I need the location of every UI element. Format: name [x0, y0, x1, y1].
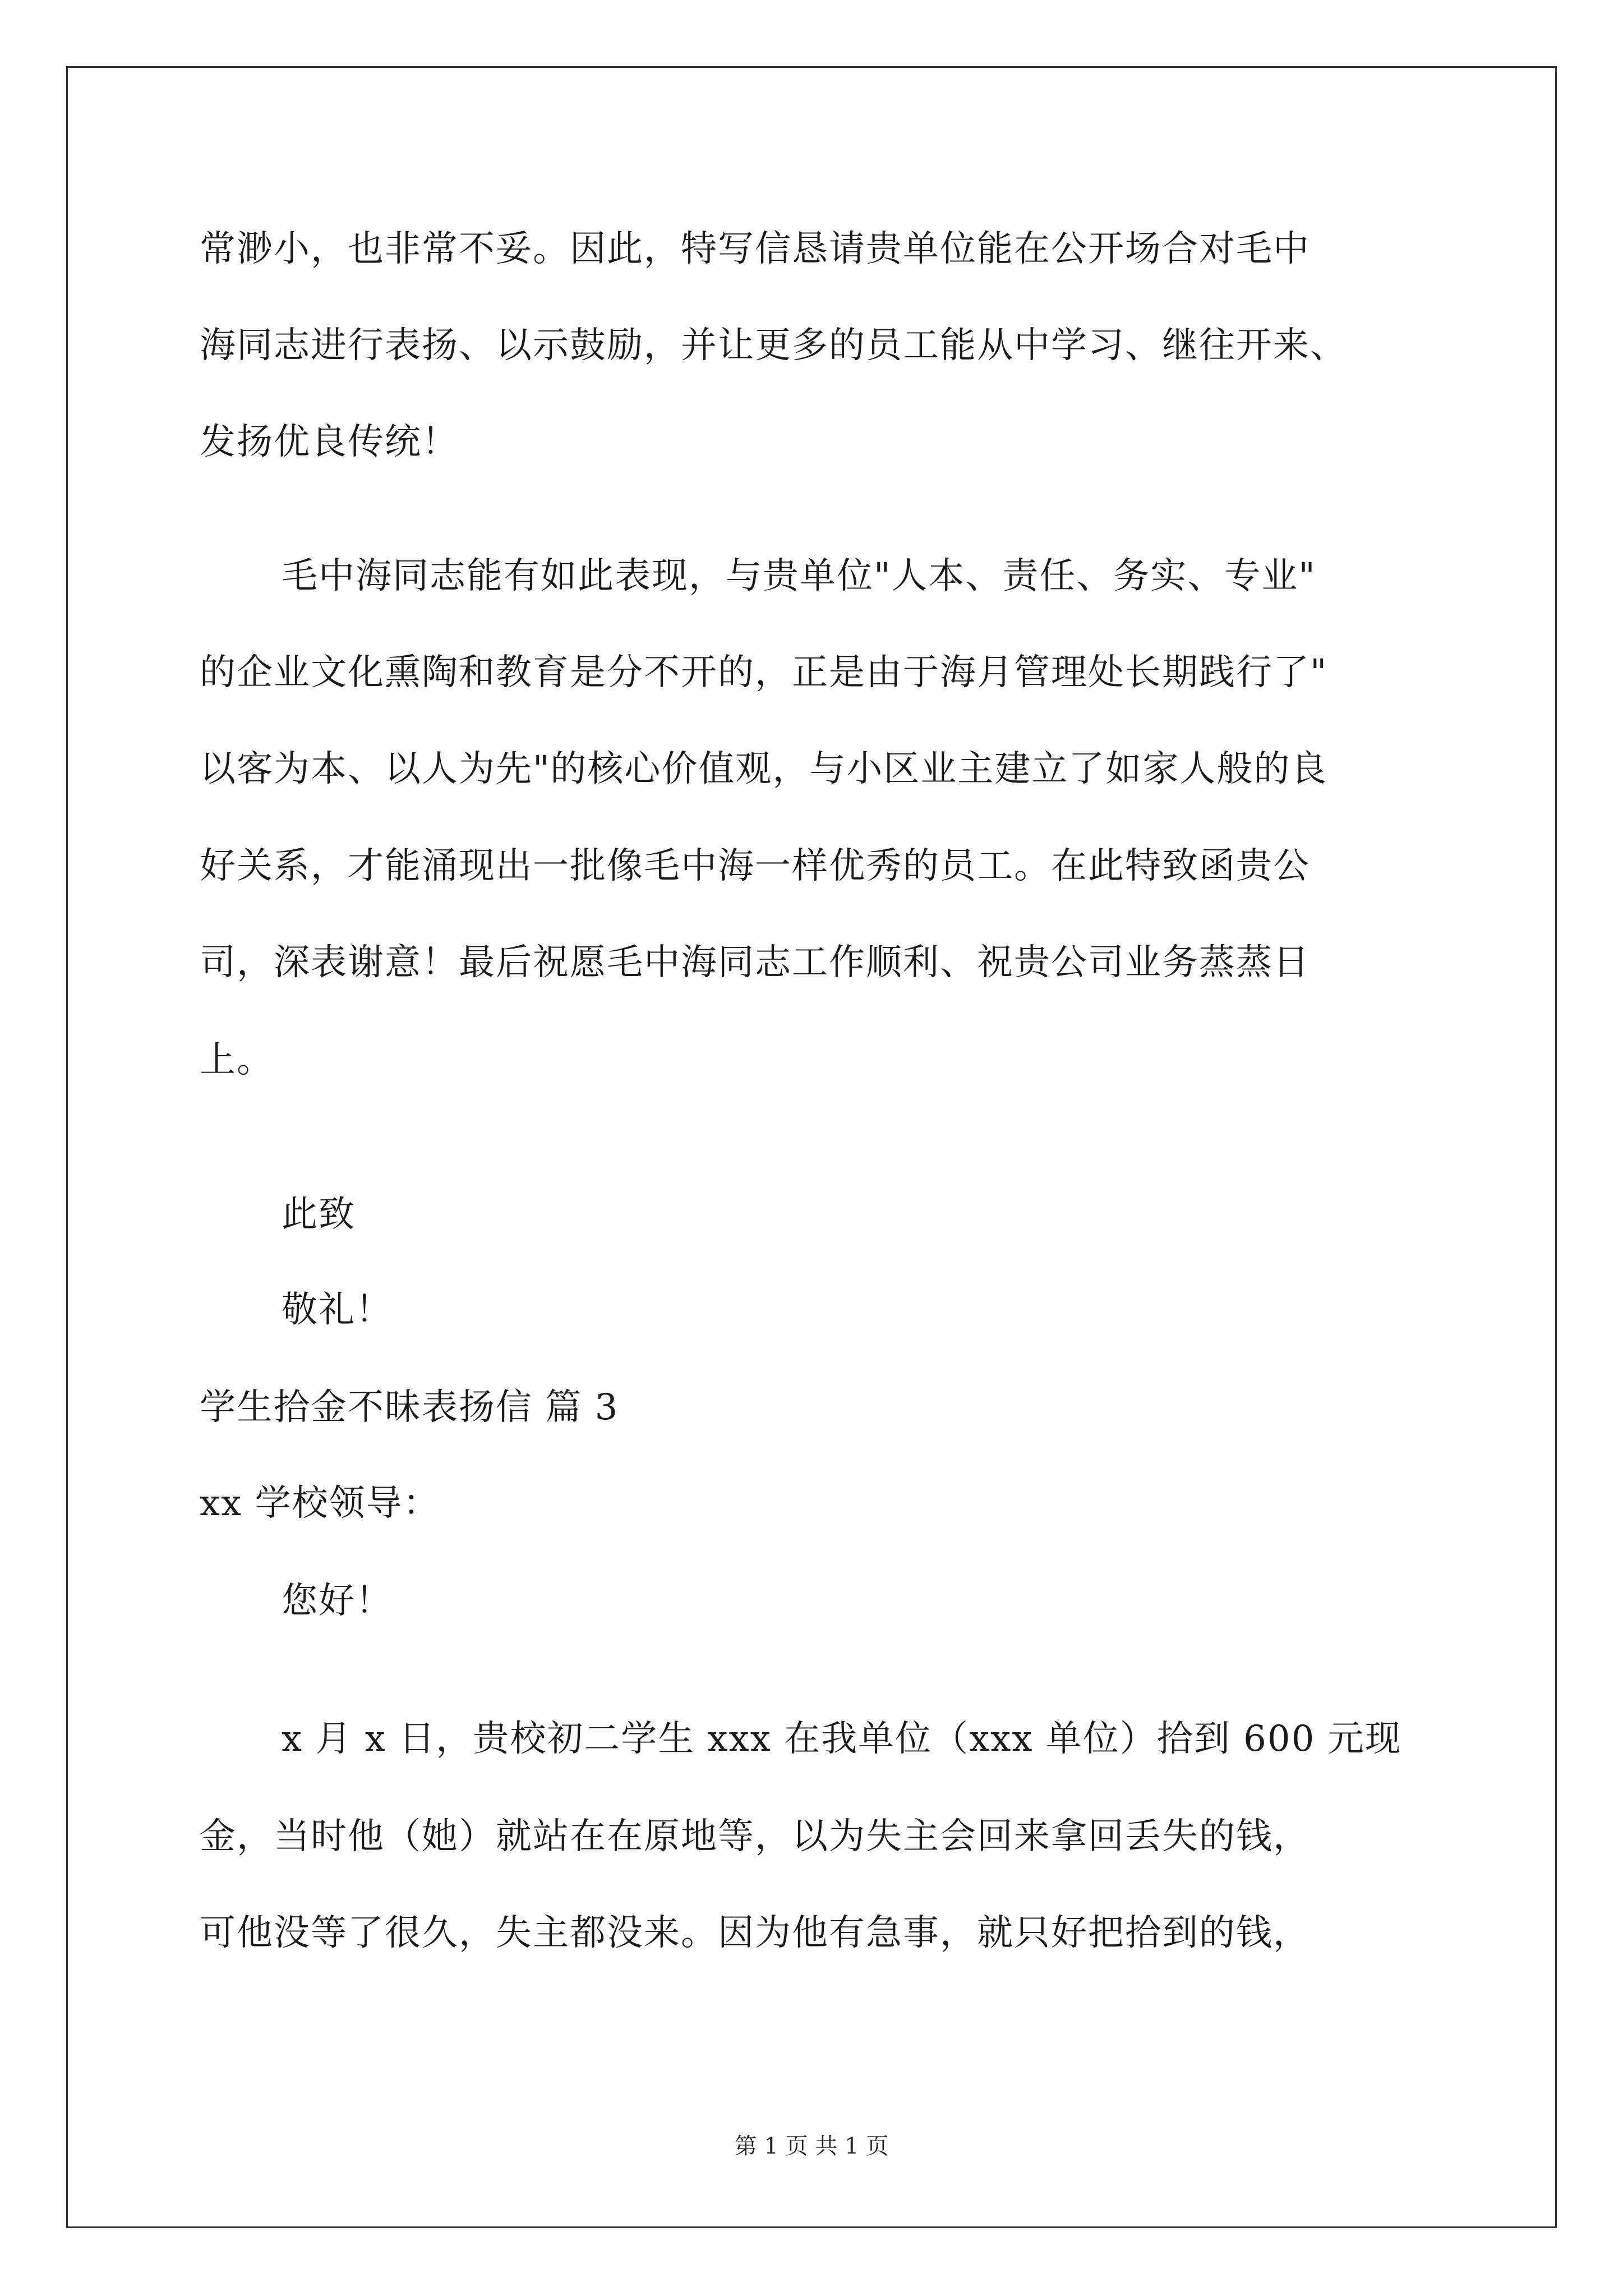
paragraph-1-line-2: 海同志进行表扬、以示鼓励，并让更多的员工能从中学习、继往开来、 [200, 325, 1347, 366]
paragraph-1-line-3: 发扬优良传统！ [200, 421, 459, 463]
paragraph-3-line-3: 可他没等了很久，失主都没来。因为他有急事，就只好把拾到的钱， [200, 1912, 1310, 1954]
section-title: 学生拾金不昧表扬信 篇 3 [200, 1387, 619, 1428]
paragraph-3-line-1: x 月 x 日，贵校初二学生 xxx 在我单位（xxx 单位）拾到 600 元现 [282, 1718, 1402, 1760]
paragraph-2-line-3: 以客为本、以人为先"的核心价值观，与小区业主建立了如家人般的良 [200, 748, 1328, 790]
paragraph-2-line-5: 司，深表谢意！最后祝愿毛中海同志工作顺利、祝贵公司业务蒸蒸日 [200, 942, 1310, 983]
paragraph-2-line-1: 毛中海同志能有如此表现，与贵单位"人本、责任、务实、专业" [282, 555, 1316, 597]
greeting: 您好！ [282, 1580, 393, 1622]
closing-1: 此致 [282, 1194, 356, 1235]
paragraph-2-line-6: 上。 [200, 1039, 274, 1081]
paragraph-2-line-2: 的企业文化熏陶和教育是分不开的，正是由于海月管理处长期践行了" [200, 652, 1328, 693]
paragraph-1-line-1: 常渺小，也非常不妥。因此，特写信恳请贵单位能在公开场合对毛中 [200, 228, 1310, 270]
paragraph-2-line-4: 好关系，才能涌现出一批像毛中海一样优秀的员工。在此特致函贵公 [200, 845, 1310, 887]
closing-2: 敬礼！ [282, 1289, 393, 1331]
page-frame [66, 66, 1557, 2228]
paragraph-3-line-2: 金，当时他（她）就站在在原地等，以为失主会回来拿回丢失的钱， [200, 1816, 1310, 1857]
page-footer: 第 1 页 共 1 页 [734, 2133, 889, 2159]
salutation: xx 学校领导： [200, 1483, 440, 1524]
